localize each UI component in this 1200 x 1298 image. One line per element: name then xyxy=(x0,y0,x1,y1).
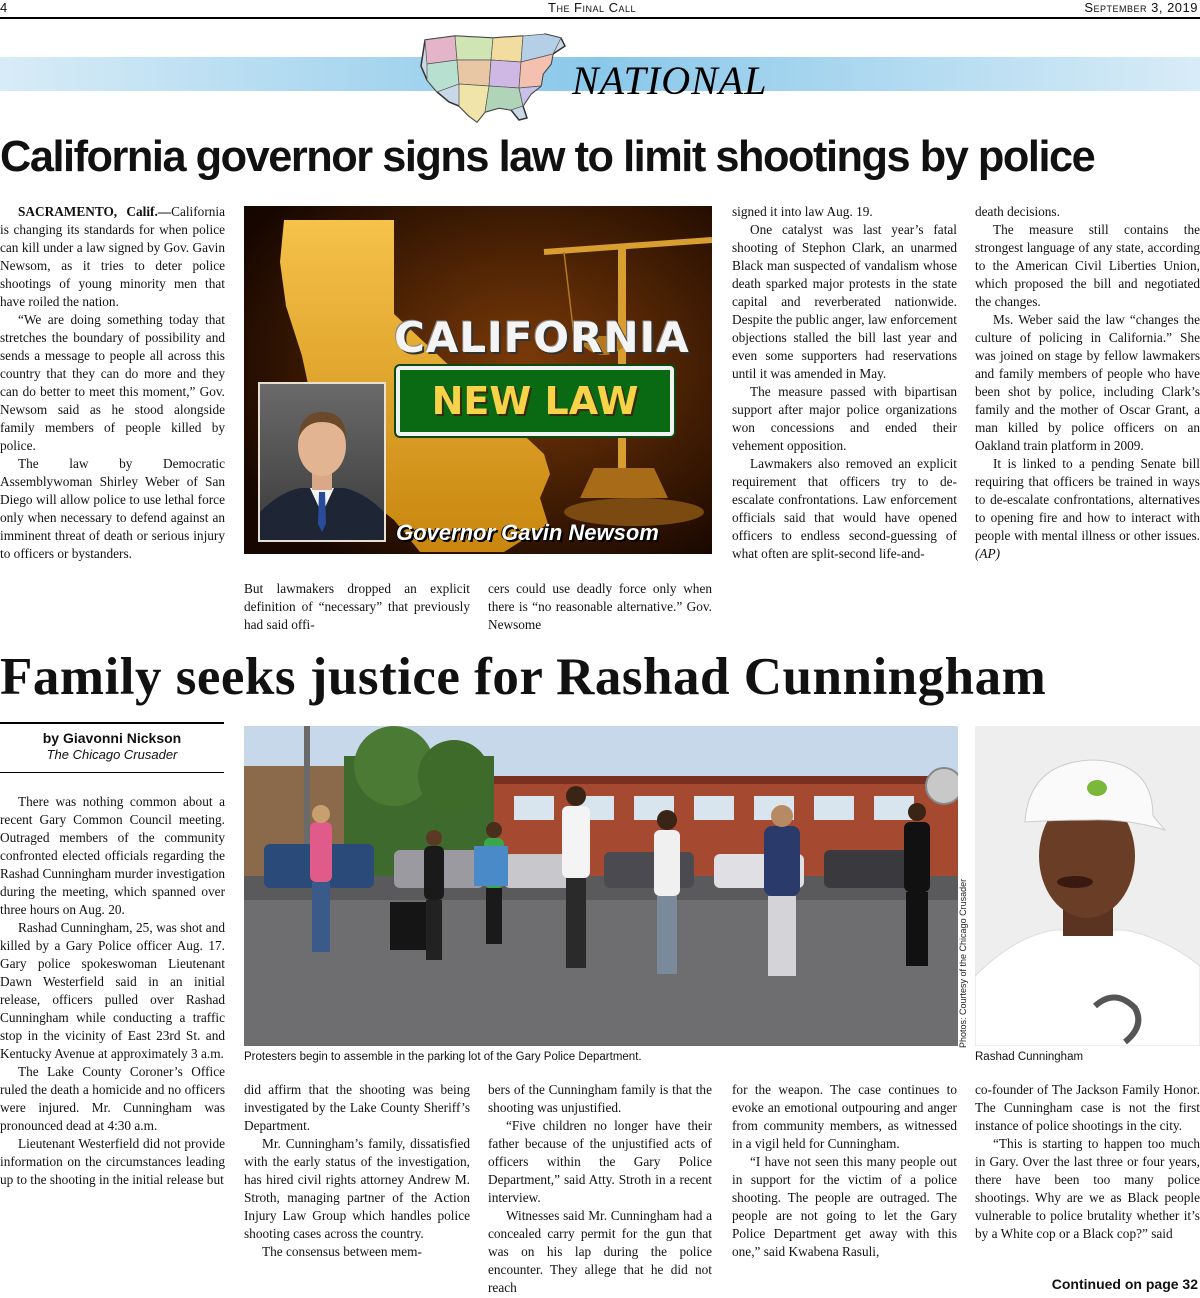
story1-column-4 xyxy=(732,203,957,563)
byline-rule-top xyxy=(0,722,224,724)
story1-paragraph: “We are doing something today that stretches the boundary of possibility and sends a message to people all across this country that they can do more and they can do better to meet this moment,” Gov. Newsom said as he stood alongside family members of people killed by police. xyxy=(0,312,225,453)
photo-credit: Photos: Courtesy of the Chicago Crusader xyxy=(958,878,968,1048)
story2-paragraph: The Lake County Coroner’s Office ruled the death a homicide and no officers were injured. Mr. Cunningham was pronounced dead at 4:30 a.m. xyxy=(0,1064,225,1133)
story2-column-5 xyxy=(975,1081,1200,1243)
usa-map-icon xyxy=(415,26,573,126)
story2-paragraph: “Five children no longer have their father because of the unjustified acts of officers within the Gary Police Department,” said Atty. Stroth in a recent interview. xyxy=(488,1118,712,1205)
story2-paragraph: “I have not seen this many people out in support for the victim of a police shooting. The people are outraged. The people are not going to let the Gary Police Department get away with this one,” said Kwabena Rasuli, xyxy=(732,1154,957,1259)
story2-paragraph: Rashad Cunningham, 25, was shot and killed by a Gary Police officer Aug. 17. Gary police spokeswoman Lieutenant Dawn Westerfield said in an initial release, officers pulled over Rashad Cunningham while conducting a traffic stop in the vicinity of East 23rd St. and Kentucky Avenue at approximately 3 a.m. xyxy=(0,920,225,1061)
story1-paragraph: signed it into law Aug. 19. xyxy=(732,204,873,219)
issue-date: September 3, 2019 xyxy=(1084,0,1198,15)
story1-paragraph: One catalyst was last year’s fatal shooting of Stephon Clark, an unarmed Black man suspected of vandalism whose death sparked major protests in the state capital and reverberated nationwide. Despite the public anger, law enforcement objections stalled the bill last year and even some supporters had reservations until it was amended in May. xyxy=(732,222,957,381)
graphic-title-new-law: NEW LAW xyxy=(431,379,639,423)
story1-paragraph: It is linked to a pending Senate bill requiring that officers be trained in ways to de-escalate confrontations, alternatives to opening fire and how to interact with people with mental illness or other issues. (AP) xyxy=(975,456,1200,561)
section-title: NATIONAL xyxy=(572,58,768,103)
story1-column-2 xyxy=(244,580,470,634)
story1-paragraph: The law by Democratic Assemblywoman Shirley Weber of San Diego will allow police to use lethal force only when necessary to defend against an imminent threat of death or serious injury to officers or bystanders. xyxy=(0,456,225,561)
story2-paragraph: did affirm that the shooting was being investigated by the Lake County Sheriff’s Department. xyxy=(244,1082,470,1133)
story1-paragraph: SACRAMENTO, Calif.—California is changing its standards for when police can kill under a law signed by Gov. Gavin Newsom, as it tries to deter police shootings of young minority men that have roiled the nation. xyxy=(0,204,225,309)
story2-paragraph: There was nothing common about a recent Gary Common Council meeting. Outraged members of the community confronted elected officials regarding the Rashad Cunningham murder investigation during the meeting, which spanned over three hours on Aug. 20. xyxy=(0,794,225,917)
continued-on-page-link[interactable]: Continued on page 32 xyxy=(1051,1276,1198,1292)
story1-paragraph: Ms. Weber said the law “changes the culture of policing in California.” She was joined on stage by fellow lawmakers and family members of people who have been shot by police, including Clark’s family and the mother of Oscar Grant, a man killed by police officers on an Oakland train platform in 2009. xyxy=(975,312,1200,453)
story2-paragraph: bers of the Cunningham family is that the shooting was unjustified. xyxy=(488,1082,712,1115)
folio-rule xyxy=(0,17,1200,19)
story2-paragraph: The consensus between mem- xyxy=(262,1244,422,1259)
portrait-caption: Rashad Cunningham xyxy=(975,1051,1084,1063)
story1-column-5 xyxy=(975,203,1200,563)
story2-column-4 xyxy=(732,1081,957,1261)
story2-headline: Family seeks justice for Rashad Cunningham xyxy=(0,648,1047,706)
byline-rule-bottom xyxy=(0,772,224,773)
story2-paragraph: Mr. Cunningham’s family, dissatisfied with the early status of the investigation, has hired civil rights attorney Andrew M. Stroth, managing partner of the Action Injury Law Group which handles police shooting cases across the country. xyxy=(244,1136,470,1241)
rashad-cunningham-portrait xyxy=(975,726,1200,1046)
graphic-caption: Governor Gavin Newsom xyxy=(396,520,659,545)
author-name: by Giavonni Nickson xyxy=(42,730,182,746)
story2-column-3 xyxy=(488,1081,712,1297)
story1-headline: California governor signs law to limit shootings by police xyxy=(0,132,1095,181)
story2-paragraph: co-founder of The Jackson Family Honor. The Cunningham case is not the first instance of police shootings in the city. xyxy=(975,1082,1200,1133)
story1-paragraph: The measure passed with bipartisan support after major police organizations won concessions and ended their vehement opposition. xyxy=(732,384,957,453)
protest-photo xyxy=(244,726,958,1046)
california-new-law-graphic xyxy=(244,206,712,554)
story2-column-1 xyxy=(0,793,225,1189)
story1-paragraph: Lawmakers also removed an explicit requirement that officers try to de-escalate confrontations. Law enforcement officials said that would have opened officers to endless second-guessing of what often are split-second life-and- xyxy=(732,456,957,561)
story2-paragraph: Witnesses said Mr. Cunningham had a concealed carry permit for the gun that was on his lap during the police encounter. They allege that he did not reach xyxy=(488,1208,712,1295)
page-number: 4 xyxy=(0,0,8,15)
author-publication: The Chicago Crusader xyxy=(46,747,178,762)
story1-paragraph: death decisions. xyxy=(975,204,1060,219)
story1-column-1 xyxy=(0,203,225,563)
new-law-sign xyxy=(396,366,674,436)
protest-photo-caption: Protesters begin to assemble in the parking lot of the Gary Police Department. xyxy=(244,1051,642,1063)
graphic-title-california: CALIFORNIA xyxy=(394,313,690,362)
newspaper-name: The Final Call xyxy=(548,0,637,15)
story1-column-3 xyxy=(488,580,712,634)
wire-credit: (AP) xyxy=(975,546,1001,561)
story2-column-2 xyxy=(244,1081,470,1261)
story2-paragraph: “This is starting to happen too much in Gary. Over the last three or four years, there have been too many police shootings. Why are we as Black people vulnerable to police brutality whether it’s by a White cop or a Black cop?” said xyxy=(975,1136,1200,1241)
story2-paragraph: Lieutenant Westerfield did not provide information on the circumstances leading up to the shooting in the initial release but xyxy=(0,1136,225,1187)
story1-paragraph: cers could use deadly force only when there is “no reasonable alternative.” Gov. Newsome xyxy=(488,581,712,632)
story2-paragraph: for the weapon. The case continues to evoke an emotional outpouring and anger from community members, as witnessed in a vigil held for Cunningham. xyxy=(732,1082,957,1151)
governor-portrait xyxy=(258,382,386,542)
story1-paragraph: But lawmakers dropped an explicit definition of “necessary” that previously had said offi- xyxy=(244,581,470,632)
dateline: SACRAMENTO, Calif.— xyxy=(18,204,172,219)
story1-paragraph: The measure still contains the strongest language of any state, according to the American Civil Liberties Union, which proposed the bill and negotiated the changes. xyxy=(975,222,1200,309)
byline xyxy=(0,730,224,763)
